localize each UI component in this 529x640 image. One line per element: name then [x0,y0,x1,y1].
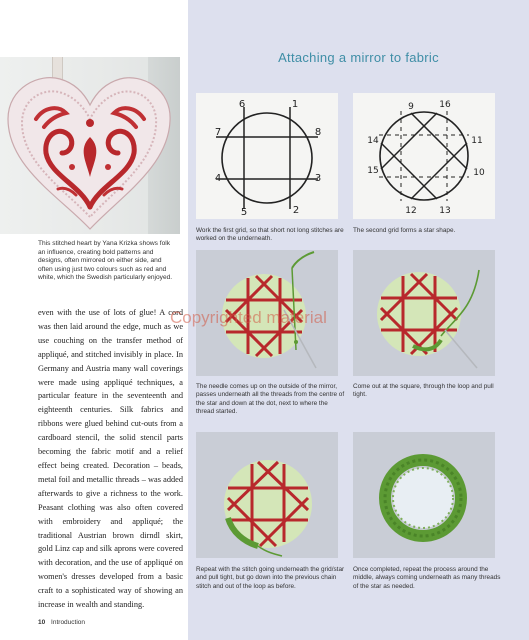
grid-number: 9 [408,102,414,112]
step-5-caption: Repeat with the stitch going underneath the grid/star and pull tight, but go down into the previous chain stitch and out of the loop as before. [196,566,345,590]
grid-number: 8 [314,127,322,138]
page-footer [38,619,85,626]
grid-number: 16 [439,100,451,110]
page-number: 10 [38,619,46,626]
step-4-caption: Come out at the square, through the loop and pull tight. [353,383,494,399]
step-4-photo [353,250,495,376]
grid-number: 6 [238,99,246,110]
step-3-photo [196,250,338,376]
grid-number: 7 [214,127,222,138]
stitched-heart-photo [0,57,180,234]
grid-number: 12 [405,206,417,216]
grid-number: 4 [214,173,222,184]
grid-number: 10 [473,168,485,178]
grid-number: 3 [314,173,322,184]
step-5-photo [196,432,338,558]
footer-section: Introduction [51,619,86,626]
copyright-watermark: Copyrighted material [170,308,327,327]
grid-number: 5 [240,207,248,218]
grid-number: 2 [292,205,300,216]
page-title: Attaching a mirror to fabric [278,50,439,65]
body-text: even with the use of lots of glue! A cord was then laid around the edge, much as we use couching on the transfer method of appliqué, and stitched invisibly in place. In Germany and Austria many wall coverings were made using appliqué techniques, a particular feature in the seventeenth and eighteenth centuries. Silk fabrics and ribbons were glued behind cut-outs from a cardboard stencil, the solid stencil parts becoming the fabric motif and a relief effect being created. Decoration – beads, metal foil and metallic threads – was added afterwards to give a richness to the work. Peasant clothing was also often covered with embroidery and appliqué; the traditional Austrian brown dirndl skirt, gold Linz cap and silk aprons were covered with decoration, and the use of appliqué on women's dresses developed from a basic craft to a sophisticated way of showing an increase in wealth and standing. [38,308,183,610]
step-1-caption: Work the first grid, so that short not long stitches are worked on the underneath. [196,227,344,243]
step-6-photo [353,432,495,558]
step-1-photo [196,93,338,219]
step-2-photo [353,93,495,219]
grid-number: 15 [367,166,379,176]
step-3-caption: The needle comes up on the outside of the mirror, passes underneath all the threads from the centre of the star and down at the dot, next to where the thread started. [196,383,345,416]
step-6-caption: Once completed, repeat the process around the middle, always coming underneath as many threads of the star as needed. [353,566,501,590]
grid-number: 13 [439,206,451,216]
grid-number: 11 [471,136,483,146]
grid-number: 1 [291,99,299,110]
heart-caption: This stitched heart by Yana Krizka shows folk an influence, creating bold patterns and designs, often mirrored on either side, and often using just two colours such as red and white, which the Swedish particularly enjoyed. [38,240,173,282]
grid-number: 14 [367,136,379,146]
step-2-caption: The second grid forms a star shape. [353,227,456,234]
